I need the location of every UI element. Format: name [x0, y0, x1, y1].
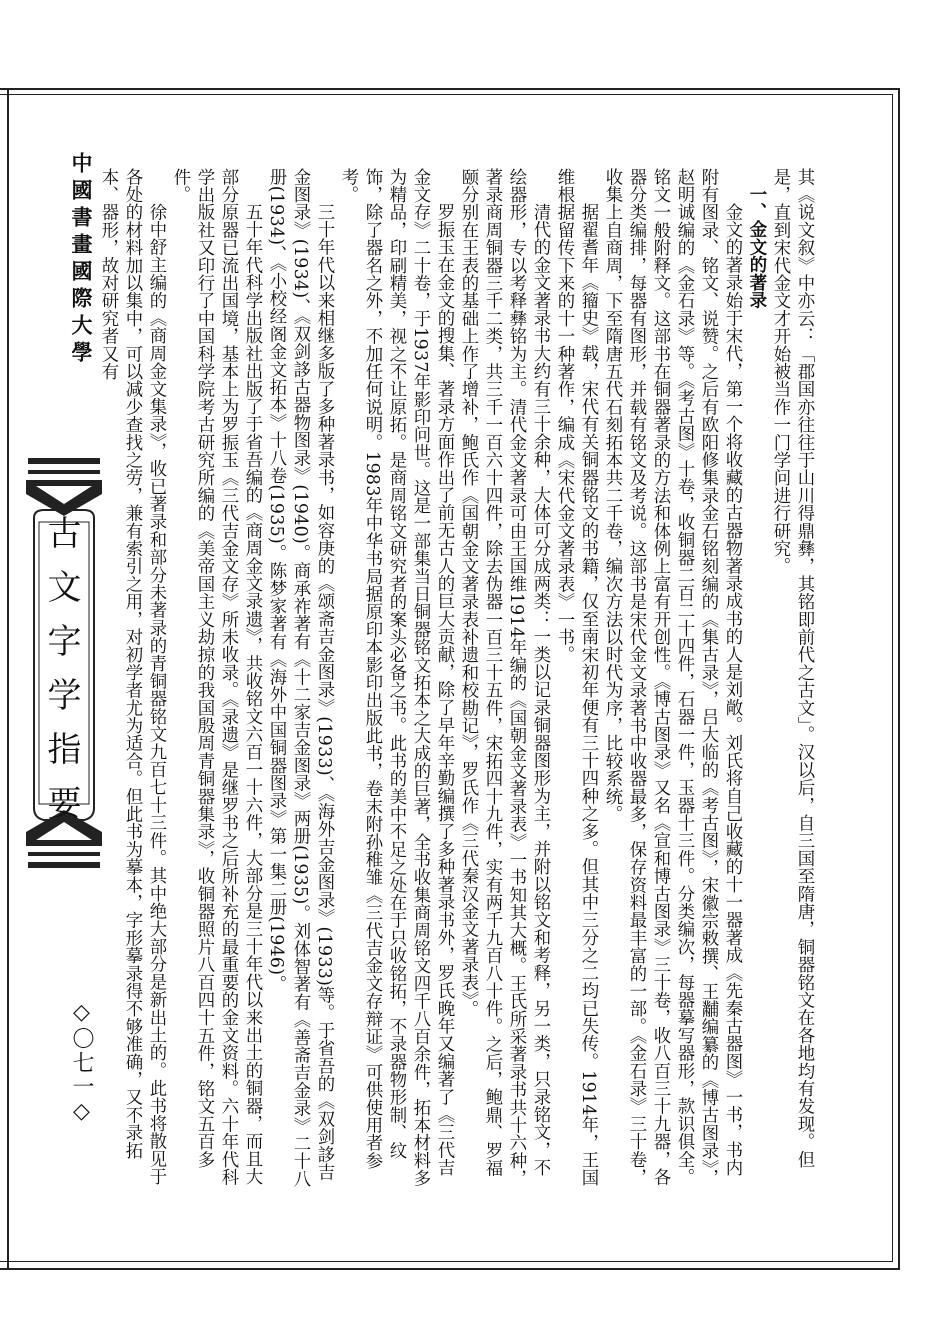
- section-heading: 一、金文的著录: [746, 185, 766, 310]
- paragraph: 据翟耆年《籀史》载，宋代有关铜器铭文的书籍，仅至南宋初年便有三十四种之多。但其中三分之二均已失传。1914年，王国维根据留传下来的十一种著作，编成《宋代金文著录表》一书。: [554, 168, 598, 1187]
- page-number: ◇〇七一◇: [69, 1000, 94, 1126]
- left-rule: [7, 88, 9, 1268]
- paragraph: 金文的著录始于宋代，第一个将收藏的古器物著录成书的人是刘敞。刘氏将自己收藏的十一器著成《先秦古器图》一书，书内附有图录、铭文、说赞。之后有欧阳修集录金石铭刻编的《集古录》，吕大临的《考古图》，宋徽宗敕撰、王黼编纂的《博古图录》，赵明诚编的《金石录》等。《考古图》十卷，收铜器二百二十四件，石器一件，玉器十三件。分类编次，每器摹写器形，款识俱全。铭文一般附释文。这部书在铜器著录的方法和体例上富有开创性。《博古图录》又名《宣和博古图录》三十卷，收八百三十九器，各器分类编排，每器有图形，并载有铭文及考说。这部书是宋代金文录著书中收器最多，保存资料最丰富的一部。《金石录》三十卷，收集上自商周，下至隋唐五代石刻拓本共二千卷，编次方法以时代为序，比较系统。: [602, 168, 742, 1187]
- paragraph: 罗振玉在金文的搜集、著录方面作出了前无古人的巨大贡献，除了早年辛勤编撰了多种著录书外，罗氏晚年又编著了《三代吉金文存》二十卷，于1937年影印问世。这是一部集当日铜器铭文拓本之大成的巨著，全书收集商周铭文四千八百余件，拓本材料多为精品，印刷精美，视之不让原拓。是商周铭文研究者的案头必备之书。此书的美中不足之处在于只收铭拓，不录器物形制、纹饰，除了器名之外，不加任何说明。1983年中华书局据原印本影印出版此书，卷末附孙稚雏《三代吉金文存辩证》可供使用者参考。: [338, 168, 454, 1187]
- book-title: 古文字学指要: [41, 515, 81, 839]
- paragraph: 徐中舒主编的《商周金文集录》，收已著录和部分未著录的青铜器铭文九百七十三件。其中绝大部分是新出土的。此书将散见于各处的材料加以集中，可以减少查找之劳，兼有索引之用，对初学者尤为适合。但此书为摹本，字形摹录得不够准确，又不录拓本、器形，故对研究者又有: [98, 168, 166, 1186]
- paragraph: 其《说文叙》中亦云：「郡国亦往往于山川得鼎彝，其铭即前代之古文」。汉以后，自三国至隋唐，铜器铭文在各地均有发现。但是，直到宋代金文才开始被当作一门学问进行研究。: [770, 168, 814, 1169]
- paragraph: 清代的金文著录书大约有三十余种，大体可分成两类：一类以记录铜器图形为主，并附以铭文和考释，另一类，只录铭文，不绘器形，专以考释彝铭为主。清代金文著录可由王国维1914年编的《国朝金文著录表》一书知其大概。王氏所采著录书共十六种，著录商周铜器三千二类，共三千一百六十四件，除去伪器一百三十五件，宋拓四十九件，实有两千九百八十件。之后，鲍鼎、罗福颐分别在王表的基础上作了增补，鲍氏作《国朝金文著录表补遗和校勘记》，罗氏作《三代秦汉金文著录表》。: [458, 168, 550, 1187]
- paragraph: 五十年代科学出版社出版了于省吾编的《商周金文录遗》，共收铭文六百一十六件，大部分是三十年代以来出土的铜器，而且大部分原器已流出国境，基本上为罗振玉《三代吉金文存》所未收录。《录遗》是继罗书之后所补充的最重要的金文资料。六十年代科学出版社又印行了中国科学院考古研究所编的《美帝国主义劫掠的我国殷周青铜器集录》，收铜器照片八百四十五件，铭文五百多件。: [170, 168, 262, 1186]
- body-text: [98, 168, 816, 1188]
- running-title: 中國書畫國際大學: [69, 152, 94, 368]
- paragraph: 三十年代以来相继多版了多种著录书，如容庚的《颂斋吉金图录》(1933)、《海外吉金图录》(1933)等。于省吾的《双剑誃吉金图录》(1934)、《双剑誃古器物图录》(1940)。商承祚著有《十二家吉金图录》两册(1935)。刘体智著有《善斋吉金录》二十八册(1934)、《小校经阁金文拓本》十八卷(1935)。陈梦家著有《海外中国铜器图录》第一集二册(1946)。: [266, 168, 334, 1188]
